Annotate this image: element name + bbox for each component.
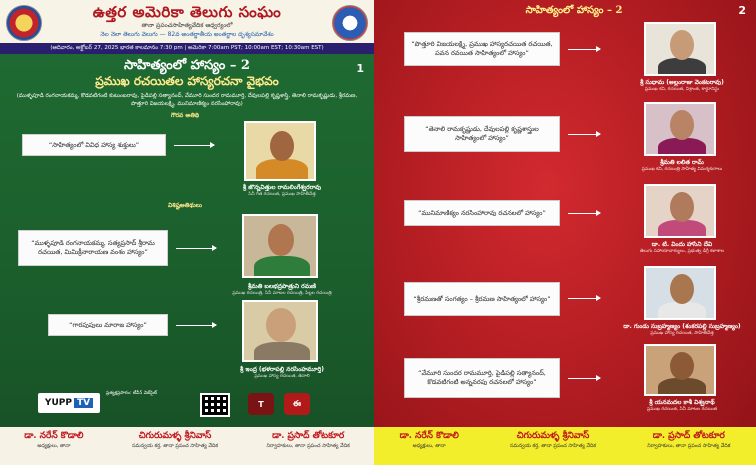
- speaker-role: ప్రముఖ రచయిత, సినీ మాటల రచయిత: [646, 407, 717, 412]
- talk-topic-box: “సాహిత్యంలో వివిధ హాస్య శుక్తులు”: [22, 134, 166, 156]
- talk-topic-box: “ముళ్ళపూడి రంగనాయకమ్మ, సత్యప్రసాద్ శ్రీరామ రచయిత, మిమిక్రీనారాయణ వంశం హాస్యం”: [18, 230, 168, 266]
- organizer: [267, 431, 350, 450]
- arrow-icon: [568, 213, 600, 214]
- page-number: 1: [356, 62, 364, 75]
- speaker-photo: [242, 214, 318, 278]
- organizer-role: నిర్వాహకులు, తానా ప్రపంచ సాహిత్య వేదిక: [647, 443, 731, 449]
- schedule-bar: (ఆదివారం, అక్టోబర్ 27, 2025 భారత కాలమానం 7:30 pm | అమెరికా 7:00am PST; 10:00am EST; 10:30am EST): [0, 43, 374, 54]
- event-series: నెల నెలా తెలుగు వెలుగు — 82వ అంతర్జాతీయ అంతర్జాల దృశ్యసమావేశం: [100, 31, 274, 38]
- arrow-icon: [568, 298, 600, 299]
- arrow-icon: [568, 134, 600, 135]
- organizers-footer: [374, 427, 756, 465]
- speaker-photo: [644, 266, 716, 320]
- talk-topic-box: “శ్రీరమణతో సంగత్యం – శ్రీరమణ సాహిత్యంలో హాస్యం”: [404, 282, 560, 316]
- organizer: [24, 431, 83, 450]
- speaker-name: డా. గుండు సుబ్రహ్మణ్యం (శంకరపల్లి సుబ్రహ్మణ్యం): [623, 323, 741, 330]
- organizer-role: సమన్వయ కర్త, తానా ప్రపంచ సాహిత్య వేదిక: [509, 443, 597, 449]
- organizer-role: నిర్వాహకులు, తానా ప్రపంచ సాహిత్య వేదిక: [266, 443, 350, 449]
- poster-page-1: [0, 0, 374, 465]
- yupptv-logo-icon: [38, 393, 100, 413]
- speaker-photo: [244, 121, 316, 181]
- arrow-icon: [176, 248, 216, 249]
- talk-topic-box: “గారపుపులు మారాజ హాస్యం”: [48, 314, 168, 336]
- speaker-role: ప్రముఖ కవి, రచయిత, విశ్రాంత, కార్టూనిస్టు: [644, 87, 720, 92]
- organizer: [510, 431, 596, 450]
- speaker-name: శ్రీ యనమదల కాశీ విశ్వనాథ్: [649, 399, 715, 406]
- teluguone-tv-logo-icon: T: [248, 393, 274, 415]
- speaker-photo: [644, 22, 716, 76]
- speaker-role: ప్రముఖ రచయిత్రి, సినీ మాటల రచయిత్రి, పిల్లల రచయిత్రి: [232, 291, 332, 296]
- speaker-photo: [644, 102, 716, 156]
- organizer: [647, 431, 730, 450]
- speaker-role: సినీ గీత రచయిత, ప్రముఖ సాహితీవేత్త: [248, 192, 316, 197]
- yupptv-text: YUPP: [44, 398, 72, 408]
- speaker-photo: [242, 300, 318, 362]
- speaker-role: ప్రముఖ కవి, రచయిత్రి సాహిత్య విమర్శకురాలు: [641, 167, 723, 172]
- speaker-name: శ్రీ ఇంద్ర (భళరాపల్లి నరసింహమూర్తి): [240, 366, 324, 373]
- qr-code-icon: [200, 393, 230, 417]
- poster-header: [0, 0, 374, 54]
- speaker-photo: [644, 344, 716, 396]
- organizer-name: డా. ప్రసాద్ తోటకూర: [652, 431, 725, 441]
- etv-logo-icon: ఈ: [284, 393, 310, 415]
- poster-page-2: [374, 0, 756, 465]
- page-number: 2: [738, 4, 746, 17]
- chief-guest-label: గౌరవ అతిథి: [170, 112, 200, 119]
- talk-topic-box: “వేమూరి సుందర రామమూర్తి, పైడిపల్లి సత్యానంద్, కొడవటిగంటి అన్నవరపు రచనలలో హాస్యం”: [404, 358, 560, 398]
- speaker-name: శ్రీమతి బలభద్రపాత్రుని రమణి: [247, 283, 316, 290]
- sahitya-vedika-logo-icon: [332, 5, 368, 41]
- talk-topic-box: “మునిమాణిక్యం నరసింహారావు రచనలలో హాస్యం”: [404, 200, 560, 226]
- speakers-label: విశిష్టఅతిథులు: [168, 202, 202, 209]
- organizers-footer: [0, 427, 374, 465]
- org-subtitle: తానా ప్రపంచసాహిత్యవేదిక ఆధ్వర్యంలో: [141, 22, 233, 29]
- speaker-name: డా. టి. విందు హాసిని దేవి: [651, 241, 713, 248]
- arrow-icon: [568, 378, 600, 379]
- poster-title: సాహిత్యంలో హాస్యం – 2: [124, 58, 250, 73]
- authors-list: (ముళ్ళపూడి రంగనాయకమ్మ, కొడవటిగంటి కుటుంబరావు, పైడిపల్లి సత్యానంద్, వేమూరి సుందర రామమూర్తి, దేవులపల్లి కృష్ణశాస్త్రి, తెనాలి రామకృష్ణుడు, శ్రీరమణ, పొత్తూరి విజయలక్ష్మి, మునిమాణిక్యం నరసింహారావు): [16, 93, 358, 107]
- organizer-name: డా. నరేన్ కొడాలి: [399, 431, 459, 441]
- organizer-name: చిగురుమళ్ళ శ్రీనివాస్: [138, 431, 212, 441]
- talk-topic-box: “తెనాలి రామకృష్ణుడు, దేవులపల్లి కృష్ణశాస్త్రుల సాహిత్యంలో హాస్యం”: [404, 116, 560, 152]
- yupptv-badge: TV: [74, 398, 93, 408]
- organizer-role: అధ్యక్షులు, తానా: [412, 443, 446, 449]
- speaker-role: ప్రముఖ హాస్య రచయిత, తెనాలి: [254, 374, 310, 379]
- organizer: [400, 431, 459, 450]
- organizer-name: చిగురుమళ్ళ శ్రీనివాస్: [516, 431, 590, 441]
- arrow-icon: [176, 325, 216, 326]
- arrow-icon: [174, 145, 214, 146]
- poster-title: సాహిత్యంలో హాస్యం – 2: [525, 5, 623, 16]
- speaker-name: శ్రీమతి లలిత రామ్: [660, 159, 704, 166]
- tana-logo-icon: [6, 5, 42, 41]
- speaker-name: శ్రీ జొన్నవిత్తుల రామలింగేశ్వరరావు: [242, 184, 322, 191]
- poster-subtitle: ప్రముఖ రచయితల హాస్యరచనా వైభవం: [95, 74, 279, 88]
- organizer-name: డా. ప్రసాద్ తోటకూర: [272, 431, 345, 441]
- speaker-role: ప్రముఖ హాస్య రచయిత, సాహితీవేత్త: [650, 331, 714, 336]
- speaker-photo: [644, 184, 716, 238]
- organizer-role: సమన్వయ కర్త, తానా ప్రపంచ సాహిత్య వేదిక: [131, 443, 219, 449]
- arrow-icon: [568, 49, 600, 50]
- organizer: [132, 431, 218, 450]
- speaker-role: తెలుగు సహాయాచార్యులు, ప్రభుత్వ డిగ్రీ కళాశాల: [639, 249, 725, 254]
- org-title: ఉత్తర అమెరికా తెలుగు సంఘం: [92, 3, 282, 21]
- talk-topic-box: “పొత్తూరి విజయలక్ష్మి, ప్రముఖ హాస్యరచయిత రచయిత, పవన రవయిత సాహిత్యంలో హాస్యం”: [404, 32, 560, 66]
- organizer-name: డా. నరేన్ కొడాలి: [24, 431, 84, 441]
- speaker-name: శ్రీ సుధామ (అల్లంరాజు వెంకటరావు): [640, 79, 724, 86]
- organizer-role: అధ్యక్షులు, తానా: [37, 443, 71, 449]
- live-stream-info: ప్రత్యక్షప్రసారం: టీవీ5 వెబ్‌సైట్: [106, 391, 157, 396]
